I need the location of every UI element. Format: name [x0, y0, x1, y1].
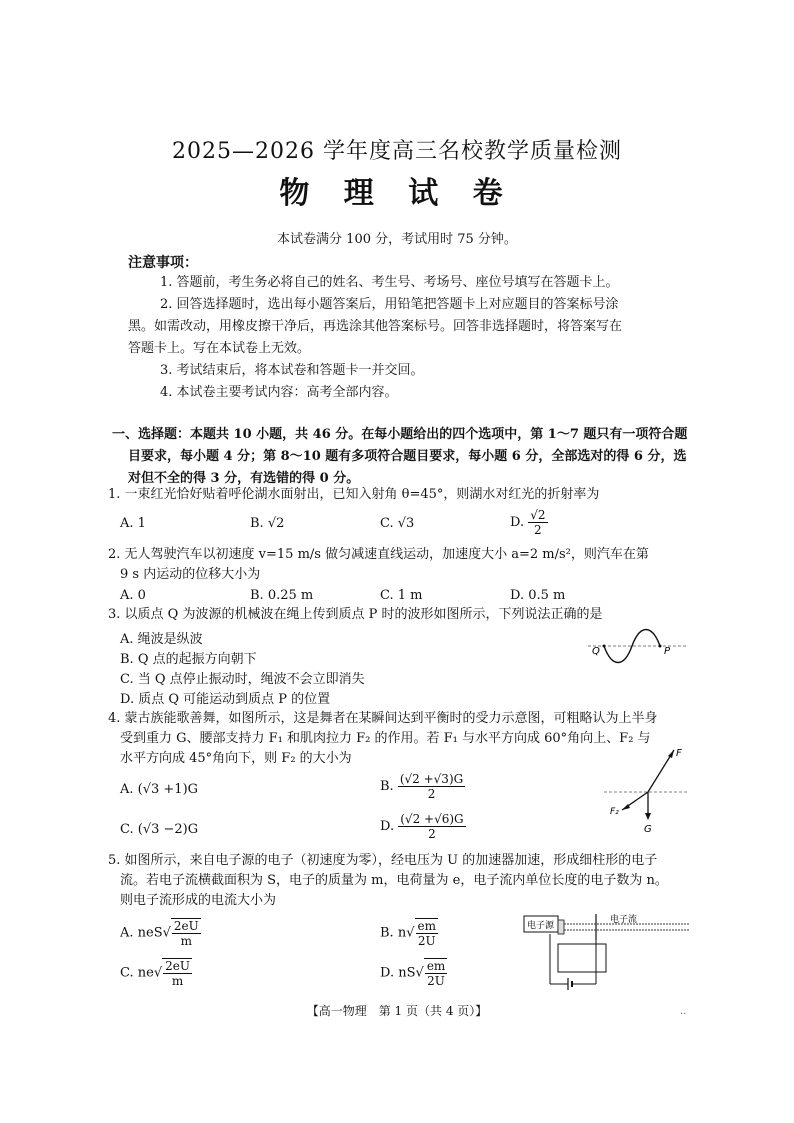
label-g: G [644, 824, 652, 835]
page-footer: 【高一物理 第 1 页（共 4 页）】 [306, 1004, 488, 1018]
q4-option-d [380, 812, 466, 841]
q5-option-d: D. nS√ $\frac{em}{2U}$ [380, 959, 446, 988]
question-3-stem: 3. 以质点 Q 为波源的机械波在绳上传到质点 P 时的波形如图所示，下列说法正确的是 [108, 607, 603, 622]
q5-option-a-prefix: A. neS [120, 925, 163, 941]
q1-option-d-prefix: D. [510, 515, 525, 530]
q3-option-d: D. 质点 Q 可能运动到质点 P 的位置 [120, 692, 331, 707]
footer-mark: .. [680, 1006, 687, 1017]
force-diagram [598, 744, 694, 838]
q5-a-denominator: m [180, 934, 193, 948]
q5-a-numerator: 2eU [173, 919, 199, 933]
notice-item-3: 3. 考试结束后，将本试卷和答题卡一并交回。 [160, 363, 424, 378]
notice-item-2-cont: 黑。如需改动，用橡皮擦干净后，再选涂其他答案标号。回答非选择题时，将答案写在 [128, 319, 623, 334]
q1-option-d [510, 508, 548, 537]
q3-option-a: A. 绳波是纵波 [120, 632, 203, 647]
notice-item-2: 2. 回答选择题时，选出每小题答案后，用铅笔把答题卡上对应题目的答案标号涂 [160, 297, 619, 312]
q2-option-c: C. 1 m [380, 588, 423, 603]
q4-b-numerator: (√2 +√3)G [399, 772, 464, 786]
question-2-stem-1: 2. 无人驾驶汽车以初速度 v=15 m/s 做匀减速直线运动，加速度大小 a=2 m/s²，则汽车在第 [108, 547, 649, 562]
point-q-marker [603, 645, 606, 648]
q5-c-numerator: 2eU [165, 959, 190, 973]
question-5-stem-1: 5. 如图所示，来自电子源的电子（初速度为零），经电压为 U 的加速器加速，形成细柱形的电子 [108, 853, 658, 868]
q5-option-d-prefix: D. nS [380, 965, 416, 981]
q5-option-b-radical [415, 918, 438, 948]
section-line-1: 一、选择题：本题共 10 小题，共 46 分。在每小题给出的四个选项中，第 1～7 题只有一项符合题 [112, 427, 688, 442]
notice-heading: 注意事项： [128, 255, 198, 271]
label-q: Q [592, 646, 600, 657]
q2-option-a: A. 0 [120, 588, 146, 603]
q5-option-d-radical [424, 958, 447, 988]
section-line-3: 对但不全的得 3 分，有选错的得 0 分。 [128, 471, 360, 486]
q4-option-d-fraction [398, 812, 465, 841]
notice-item-2-end: 答题卡上。写在本试卷上无效。 [128, 341, 311, 356]
q1-option-c: C. √3 [380, 516, 415, 531]
label-electron-source: 电子源 [527, 921, 555, 931]
cathode-plate [558, 920, 564, 934]
label-f: F [676, 748, 682, 759]
q5-option-b-prefix: B. n [380, 925, 407, 941]
q5-option-a: A. neS√ $\frac{2eU}{m}$ [120, 919, 199, 948]
q4-option-b-prefix: B. [380, 779, 394, 794]
q3-option-c: C. 当 Q 点停止振动时，绳波不会立即消失 [120, 672, 365, 687]
accelerator-diagram [522, 910, 692, 1000]
q1-option-a: A. 1 [120, 516, 146, 531]
q2-option-d: D. 0.5 m [510, 588, 566, 603]
label-electron-beam: 电子流 [610, 915, 638, 925]
q5-b-numerator: em [417, 919, 436, 933]
q4-d-numerator: (√2 +√6)G [400, 812, 464, 826]
section-line-2: 目要求，每小题 4 分；第 8～10 题有多项符合题目要求，每小题 6 分，全部选对的得 6 分，选 [128, 449, 687, 464]
wave-curve [604, 630, 660, 663]
q5-option-c: C. ne√ $\frac{2eU}{m}$ [120, 959, 190, 988]
accelerator-frame [558, 944, 606, 972]
wave-diagram [584, 620, 694, 670]
label-p: P [664, 646, 671, 657]
q1-option-b: B. √2 [250, 516, 285, 531]
q5-d-denominator: 2U [427, 974, 445, 988]
point-p-marker [659, 645, 662, 648]
question-4-stem-1: 4. 蒙古族能歌善舞，如图所示，这是舞者在某瞬间达到平衡时的受力示意图，可粗略认为上半身 [108, 711, 658, 726]
q5-b-denominator: 2U [417, 934, 436, 948]
question-5-stem-3: 则电子流形成的电流大小为 [120, 893, 277, 908]
q1-d-numerator: √2 [530, 508, 546, 522]
q5-option-a-radical [171, 918, 201, 948]
q5-option-c-prefix: C. ne [120, 965, 154, 981]
q4-option-b-fraction [398, 772, 465, 801]
section-header [112, 424, 692, 490]
q5-option-c-radical [162, 958, 192, 988]
question-4-stem-3: 水平方向成 45°角向下，则 F₂ 的大小为 [120, 751, 352, 766]
label-f2: F₂ [610, 807, 619, 817]
notice-item-1: 1. 答题前，考生务必将自己的姓名、考生号、考场号、座位号填写在答题卡上。 [160, 275, 619, 290]
question-4-stem-2: 受到重力 G、腰部支持力 F₁ 和肌肉拉力 F₂ 的作用。若 F₁ 与水平方向成 60°角向上、F₂ 与 [120, 731, 651, 746]
q5-c-denominator: m [171, 974, 184, 988]
q4-option-c: C. (√3 −2)G [120, 822, 199, 837]
gravity-arrowhead [645, 813, 651, 820]
subject-title: 物 理 试 卷 [279, 176, 515, 211]
q2-option-b: B. 0.25 m [250, 588, 314, 603]
question-1-stem: 1. 一束红光恰好贴着呼伦湖水面射出，已知入射角 θ=45°，则湖水对红光的折射率为 [108, 487, 600, 502]
exam-title: 2025—2026 学年度高三名校教学质量检测 [172, 139, 622, 164]
q4-option-b [380, 772, 465, 801]
q4-option-d-prefix: D. [380, 819, 395, 834]
notice-item-4: 4. 本试卷主要考试内容：高考全部内容。 [160, 385, 398, 400]
q1-option-d-fraction [528, 508, 547, 537]
q4-option-a: A. (√3 +1)G [120, 782, 199, 797]
exam-info: 本试卷满分 100 分，考试用时 75 分钟。 [277, 232, 517, 247]
q3-option-b: B. Q 点的起振方向朝下 [120, 652, 257, 667]
q1-d-denominator: 2 [534, 523, 542, 537]
q4-b-denominator: 2 [427, 787, 436, 801]
question-5-stem-2: 流。若电子流横截面积为 S，电子的质量为 m，电荷量为 e，电子流内单位长度的电子数为 n。 [120, 873, 668, 888]
q4-d-denominator: 2 [428, 827, 436, 841]
question-2-stem-2: 9 s 内运动的位移大小为 [120, 567, 261, 582]
force-f1-arrowhead [668, 750, 674, 758]
q5-option-b: B. n√ $\frac{em}{2U}$ [380, 919, 436, 948]
q5-d-numerator: em [426, 959, 446, 973]
